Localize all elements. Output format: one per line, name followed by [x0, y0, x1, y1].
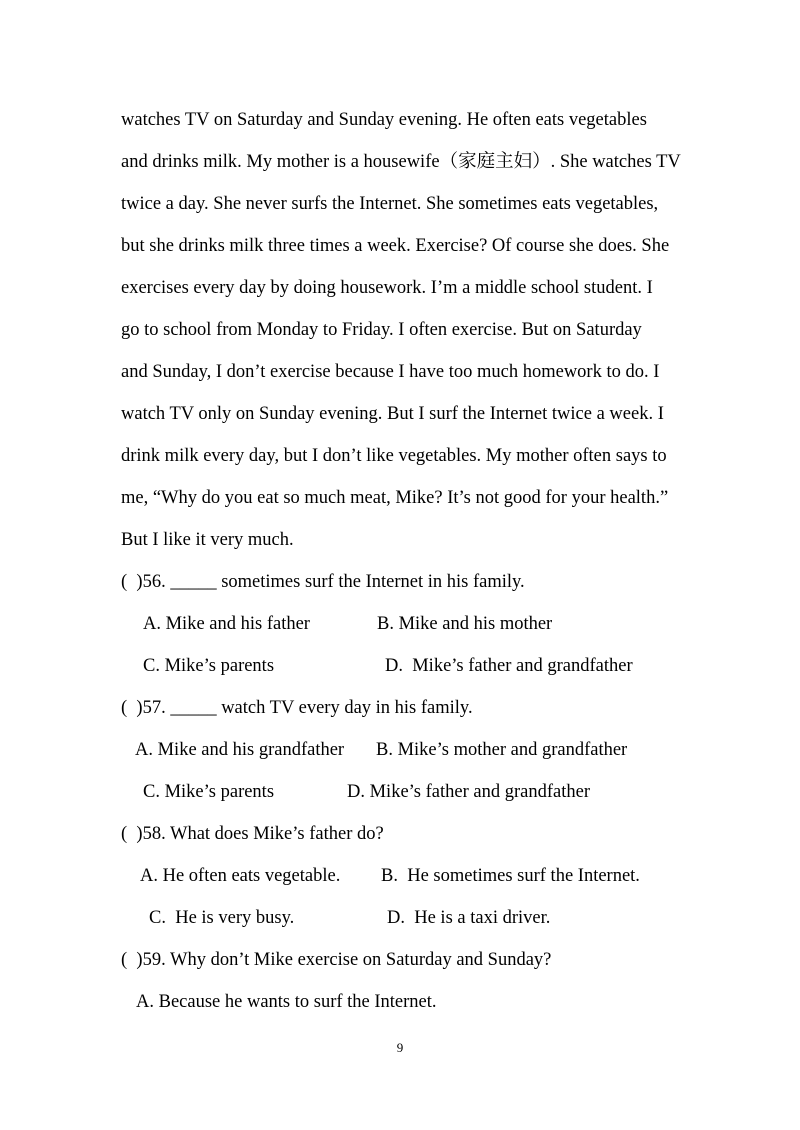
option-d: D. Mike’s father and grandfather	[347, 782, 590, 802]
passage-line: go to school from Monday to Friday. I often exercise. But on Saturday	[121, 320, 642, 340]
option-c: C. Mike’s parents	[143, 782, 275, 802]
passage-line: and Sunday, I don’t exercise because I have too much homework to do. I	[121, 362, 660, 382]
passage-line: But I like it very much.	[121, 530, 294, 550]
question-stem: ( )58. What does Mike’s father do?	[121, 824, 384, 844]
passage-line: me, “Why do you eat so much meat, Mike? It’s not good for your health.”	[121, 488, 669, 508]
option-b: B. He sometimes surf the Internet.	[381, 866, 640, 886]
passage-line: and drinks milk. My mother is a housewife（家庭主妇）. She watches TV	[121, 152, 681, 172]
option-c: C. He is very busy.	[149, 908, 295, 928]
option-a: A. He often eats vegetable.	[140, 866, 341, 886]
question-stem: ( )56. _____ sometimes surf the Internet in his family.	[121, 572, 525, 592]
option-d: D. He is a taxi driver.	[387, 908, 551, 928]
option-b: B. Mike’s mother and grandfather	[376, 740, 628, 760]
option-a: A. Because he wants to surf the Internet.	[136, 992, 437, 1012]
option-a: A. Mike and his grandfather	[135, 740, 345, 760]
option-d: D. Mike’s father and grandfather	[385, 656, 633, 676]
question-stem: ( )59. Why don’t Mike exercise on Saturday and Sunday?	[121, 950, 552, 970]
page-number: 9	[396, 1040, 404, 1055]
passage-line: drink milk every day, but I don’t like vegetables. My mother often says to	[121, 446, 667, 466]
passage-line: exercises every day by doing housework. I’m a middle school student. I	[121, 278, 653, 298]
option-b: B. Mike and his mother	[377, 614, 553, 634]
question-stem: ( )57. _____ watch TV every day in his family.	[121, 698, 473, 718]
option-a: A. Mike and his father	[143, 614, 310, 634]
passage-line: watch TV only on Sunday evening. But I surf the Internet twice a week. I	[121, 404, 664, 424]
option-c: C. Mike’s parents	[143, 656, 275, 676]
passage-line: twice a day. She never surfs the Internet. She sometimes eats vegetables,	[121, 194, 659, 214]
passage-line: but she drinks milk three times a week. Exercise? Of course she does. She	[121, 236, 670, 256]
passage-line: watches TV on Saturday and Sunday evening. He often eats vegetables	[121, 110, 647, 130]
